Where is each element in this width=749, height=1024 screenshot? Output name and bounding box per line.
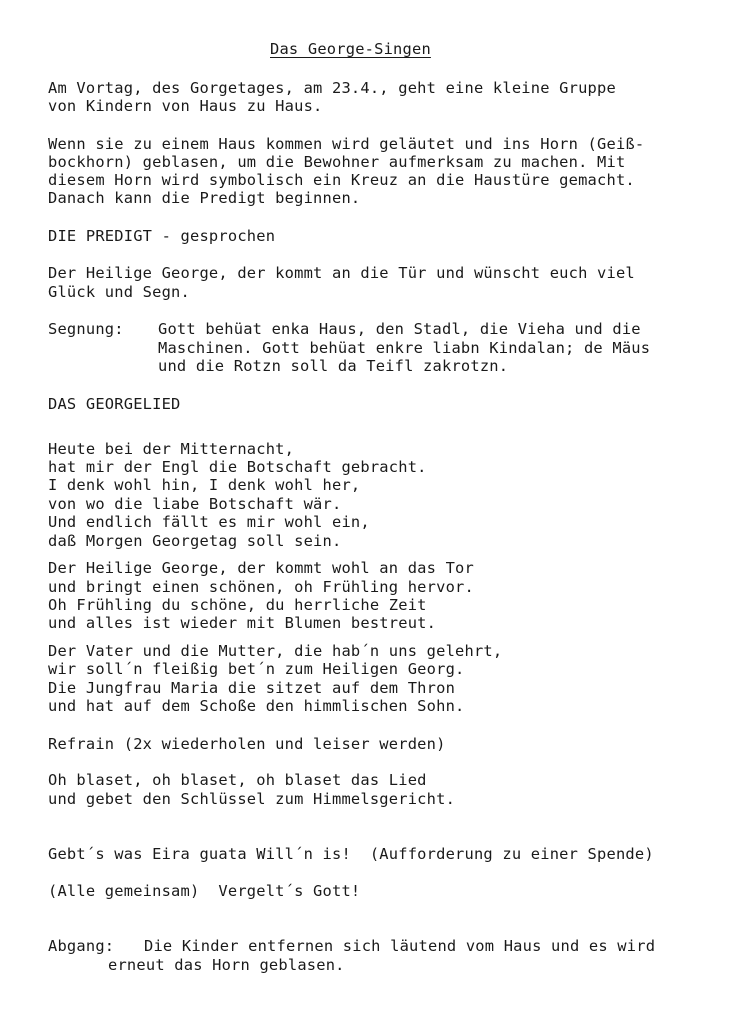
stanza1-line-1: Heute bei der Mitternacht, [48,440,295,458]
stanza1-line-3: I denk wohl hin, I denk wohl her, [48,476,361,494]
segnung-line-1: Gott behüat enka Haus, den Stadl, die Vieha und die [158,320,641,338]
stanza1-line-4: von wo die liabe Botschaft wär. [48,495,342,513]
abgang-label: Abgang: [48,937,115,955]
stanza1-line-2: hat mir der Engl die Botschaft gebracht. [48,458,427,476]
predigt-heading: DIE PREDIGT - gesprochen [48,227,276,245]
predigt-line-2: Glück und Segn. [48,283,190,301]
spende-line: Gebt´s was Eira guata Will´n is! (Aufforderung zu einer Spende) [48,845,654,863]
segnung-line-2: Maschinen. Gott behüat enkre liabn Kindalan; de Mäus [158,339,651,357]
stanza1-line-5: Und endlich fällt es mir wohl ein, [48,513,370,531]
lied-heading: DAS GEORGELIED [48,395,181,413]
horn-line-3: diesem Horn wird symbolisch ein Kreuz an die Haustüre gemacht. [48,171,635,189]
stanza3-line-2: wir soll´n fleißig bet´n zum Heiligen Georg. [48,660,465,678]
intro-line-1: Am Vortag, des Gorgetages, am 23.4., geht eine kleine Gruppe [48,79,616,97]
vergelts-line: (Alle gemeinsam) Vergelt´s Gott! [48,882,361,900]
predigt-line-1: Der Heilige George, der kommt an die Tür und wünscht euch viel [48,264,635,282]
stanza1-line-6: daß Morgen Georgetag soll sein. [48,532,342,550]
page-title: Das George-Singen [270,40,431,58]
stanza2-line-2: und bringt einen schönen, oh Frühling hervor. [48,578,474,596]
stanza2-line-1: Der Heilige George, der kommt wohl an das Tor [48,559,474,577]
segnung-label: Segnung: [48,320,124,338]
abgang-line-2: erneut das Horn geblasen. [108,956,345,974]
stanza3-line-3: Die Jungfrau Maria die sitzet auf dem Thron [48,679,456,697]
horn-line-2: bockhorn) geblasen, um die Bewohner aufmerksam zu machen. Mit [48,153,626,171]
refrain-note: Refrain (2x wiederholen und leiser werden) [48,735,446,753]
refrain-line-1: Oh blaset, oh blaset, oh blaset das Lied [48,771,427,789]
stanza2-line-3: Oh Frühling du schöne, du herrliche Zeit [48,596,427,614]
stanza3-line-4: und hat auf dem Schoße den himmlischen Sohn. [48,697,465,715]
horn-line-1: Wenn sie zu einem Haus kommen wird geläutet und ins Horn (Geiß- [48,135,645,153]
segnung-line-3: und die Rotzn soll da Teifl zakrotzn. [158,357,509,375]
stanza2-line-4: und alles ist wieder mit Blumen bestreut. [48,614,437,632]
intro-line-2: von Kindern von Haus zu Haus. [48,97,323,115]
horn-line-4: Danach kann die Predigt beginnen. [48,189,361,207]
stanza3-line-1: Der Vater und die Mutter, die hab´n uns gelehrt, [48,642,503,660]
abgang-line-1: Die Kinder entfernen sich läutend vom Haus und es wird [144,937,656,955]
refrain-line-2: und gebet den Schlüssel zum Himmelsgericht. [48,790,456,808]
